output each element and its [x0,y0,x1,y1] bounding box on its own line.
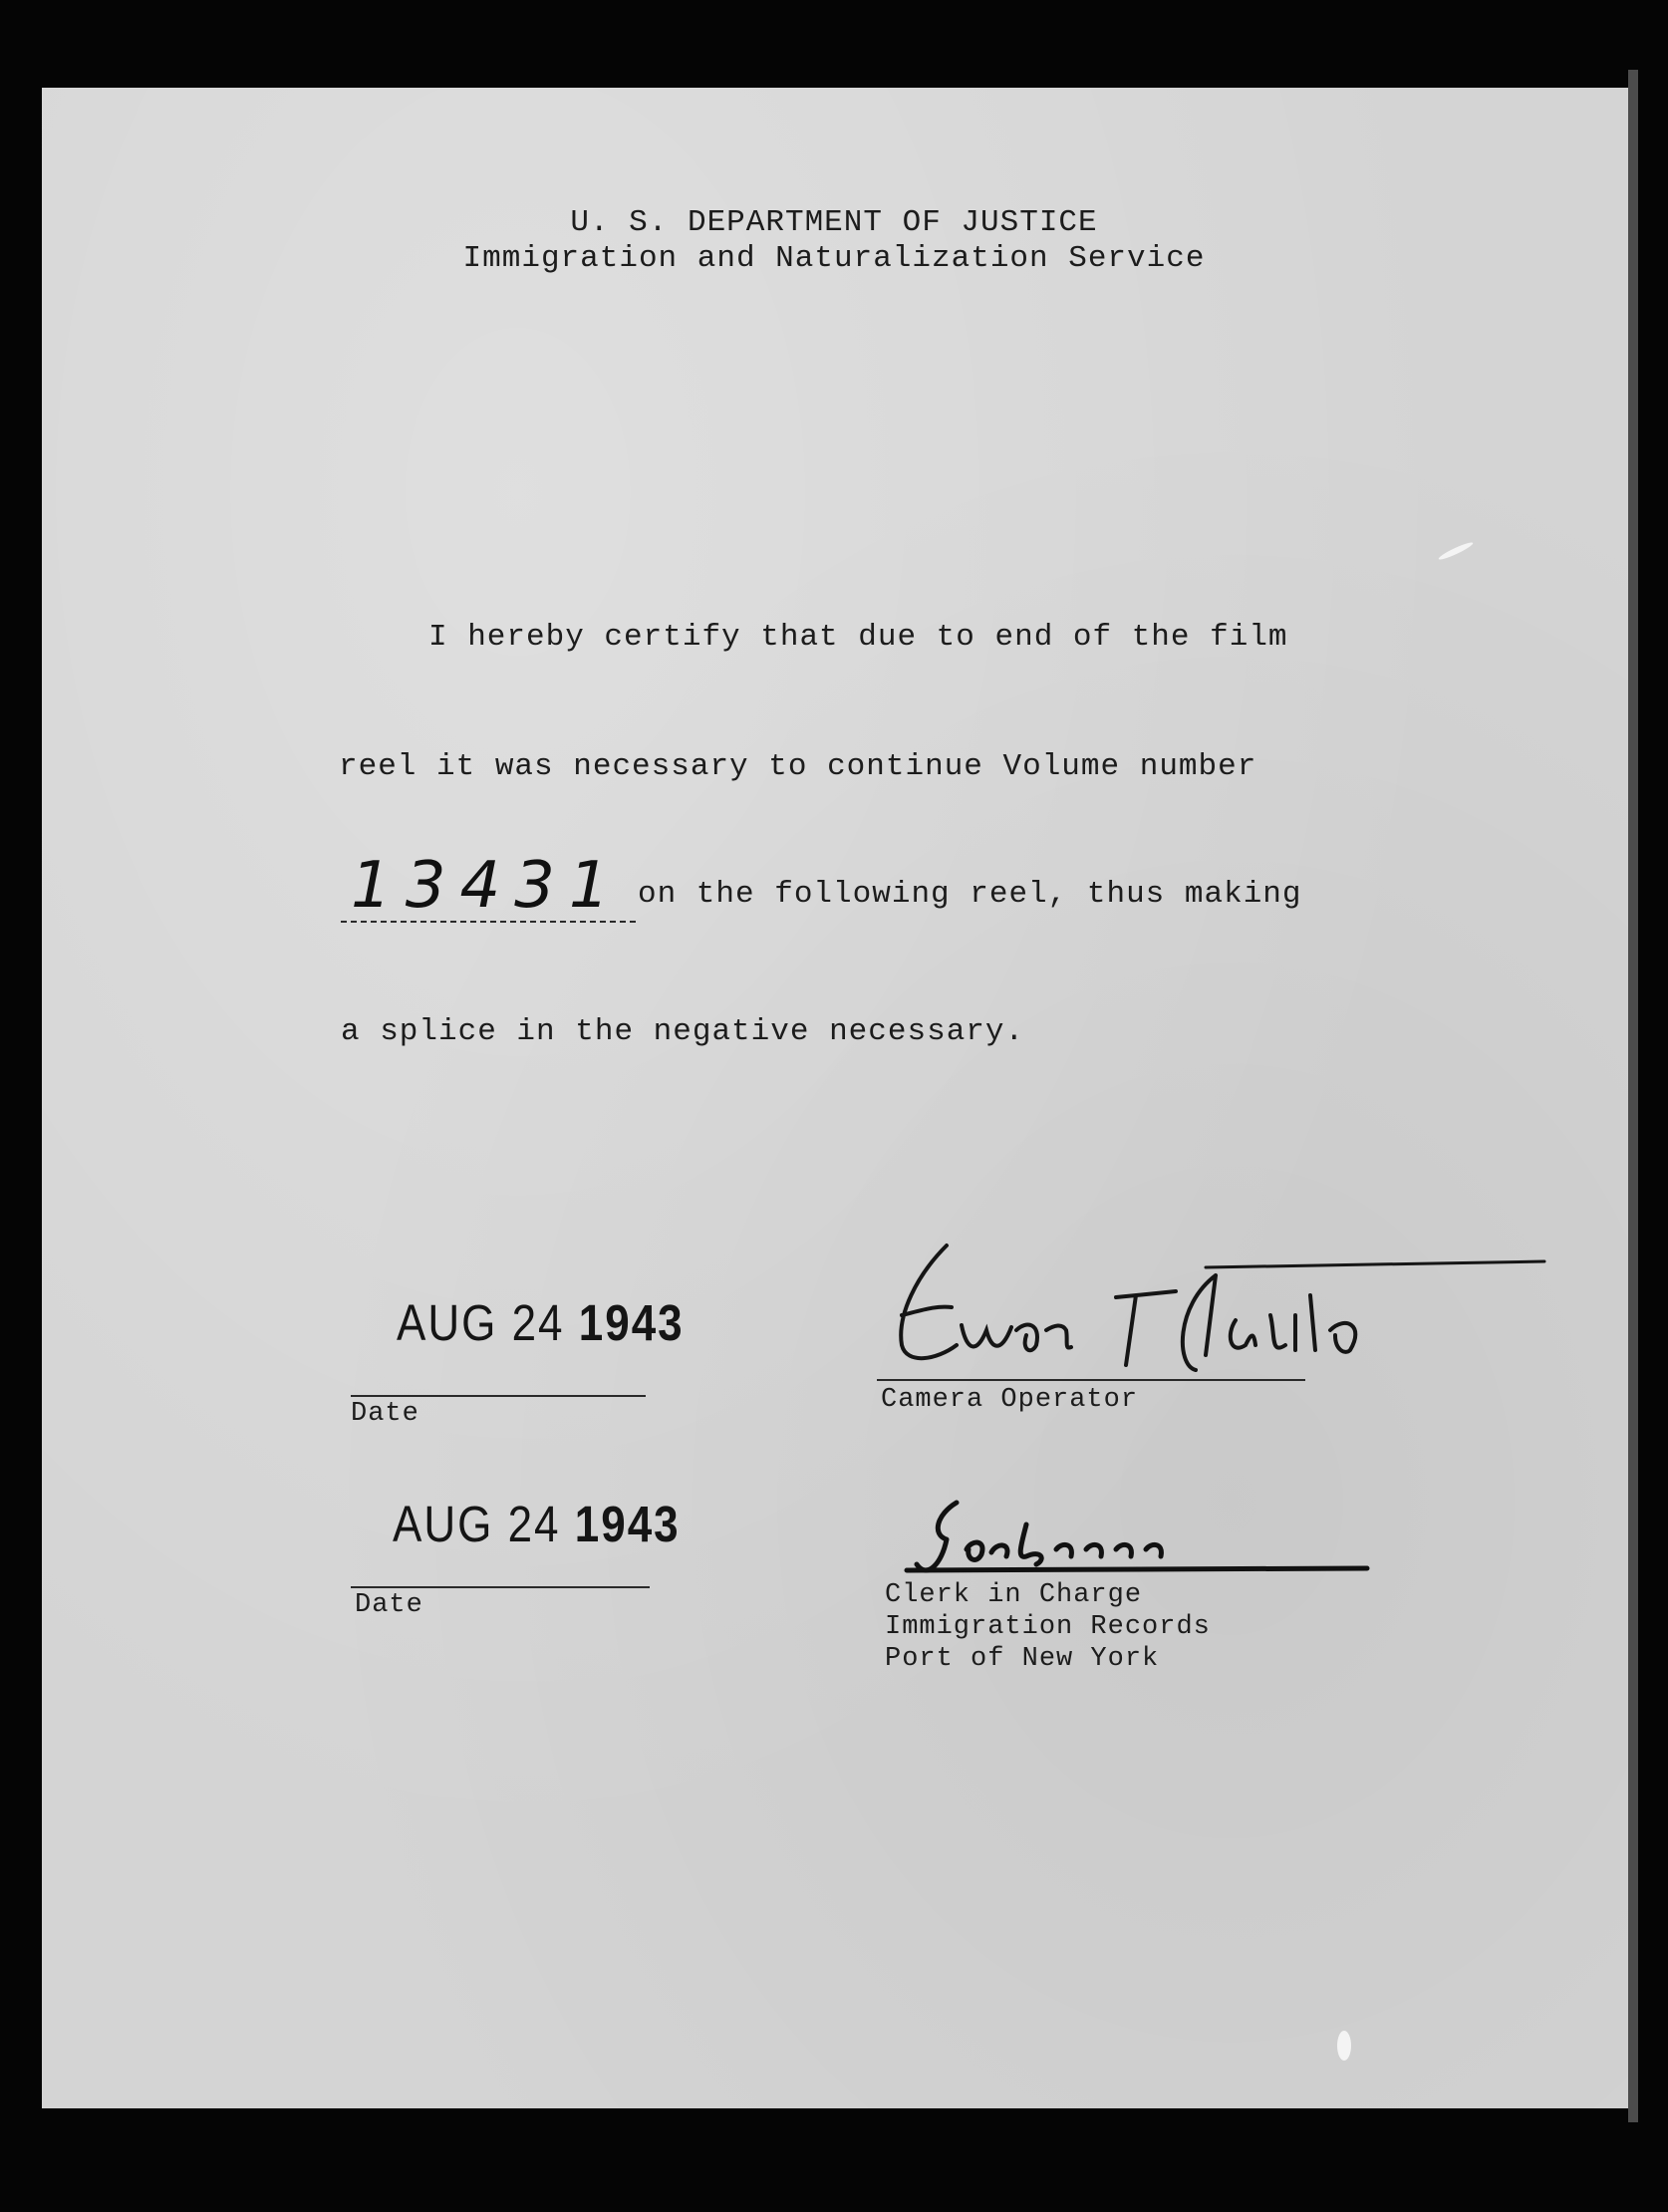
date-stamp-1-year: 1943 [578,1295,685,1352]
date-label-1: Date [351,1399,419,1429]
date-line-1 [351,1395,646,1397]
date-stamp-2-year: 1943 [574,1497,681,1553]
date-line-2 [351,1586,650,1588]
camera-operator-line [877,1379,1305,1381]
certificate-line-1: I hereby certify that due to end of the film [428,620,1288,655]
clerk-title-line-2: Immigration Records [885,1612,1211,1642]
header-service: Immigration and Naturalization Service [462,241,1206,276]
document-page [42,88,1628,2108]
date-stamp-2-day: AUG 24 [393,1497,561,1553]
volume-number-underline [341,921,636,923]
volume-number-handwritten: 13431 [351,849,624,923]
dust-speck [1438,540,1475,561]
clerk-title-line-1: Clerk in Charge [885,1580,1143,1610]
dust-speck [1337,2031,1351,2061]
header-department: U. S. DEPARTMENT OF JUSTICE [570,205,1098,240]
certificate-line-2: reel it was necessary to continue Volume number [339,749,1257,784]
date-stamp-1-day: AUG 24 [397,1295,565,1352]
clerk-title-line-3: Port of New York [885,1644,1160,1674]
date-stamp-1 [397,1295,685,1353]
date-label-2: Date [355,1590,423,1620]
date-stamp-2 [393,1497,681,1554]
camera-operator-title: Camera Operator [881,1385,1139,1415]
certificate-line-3: on the following reel, thus making [638,877,1302,912]
clerk-signature [897,1495,1375,1594]
film-edge [1628,70,1638,2122]
certificate-line-4: a splice in the negative necessary. [341,1014,1025,1049]
